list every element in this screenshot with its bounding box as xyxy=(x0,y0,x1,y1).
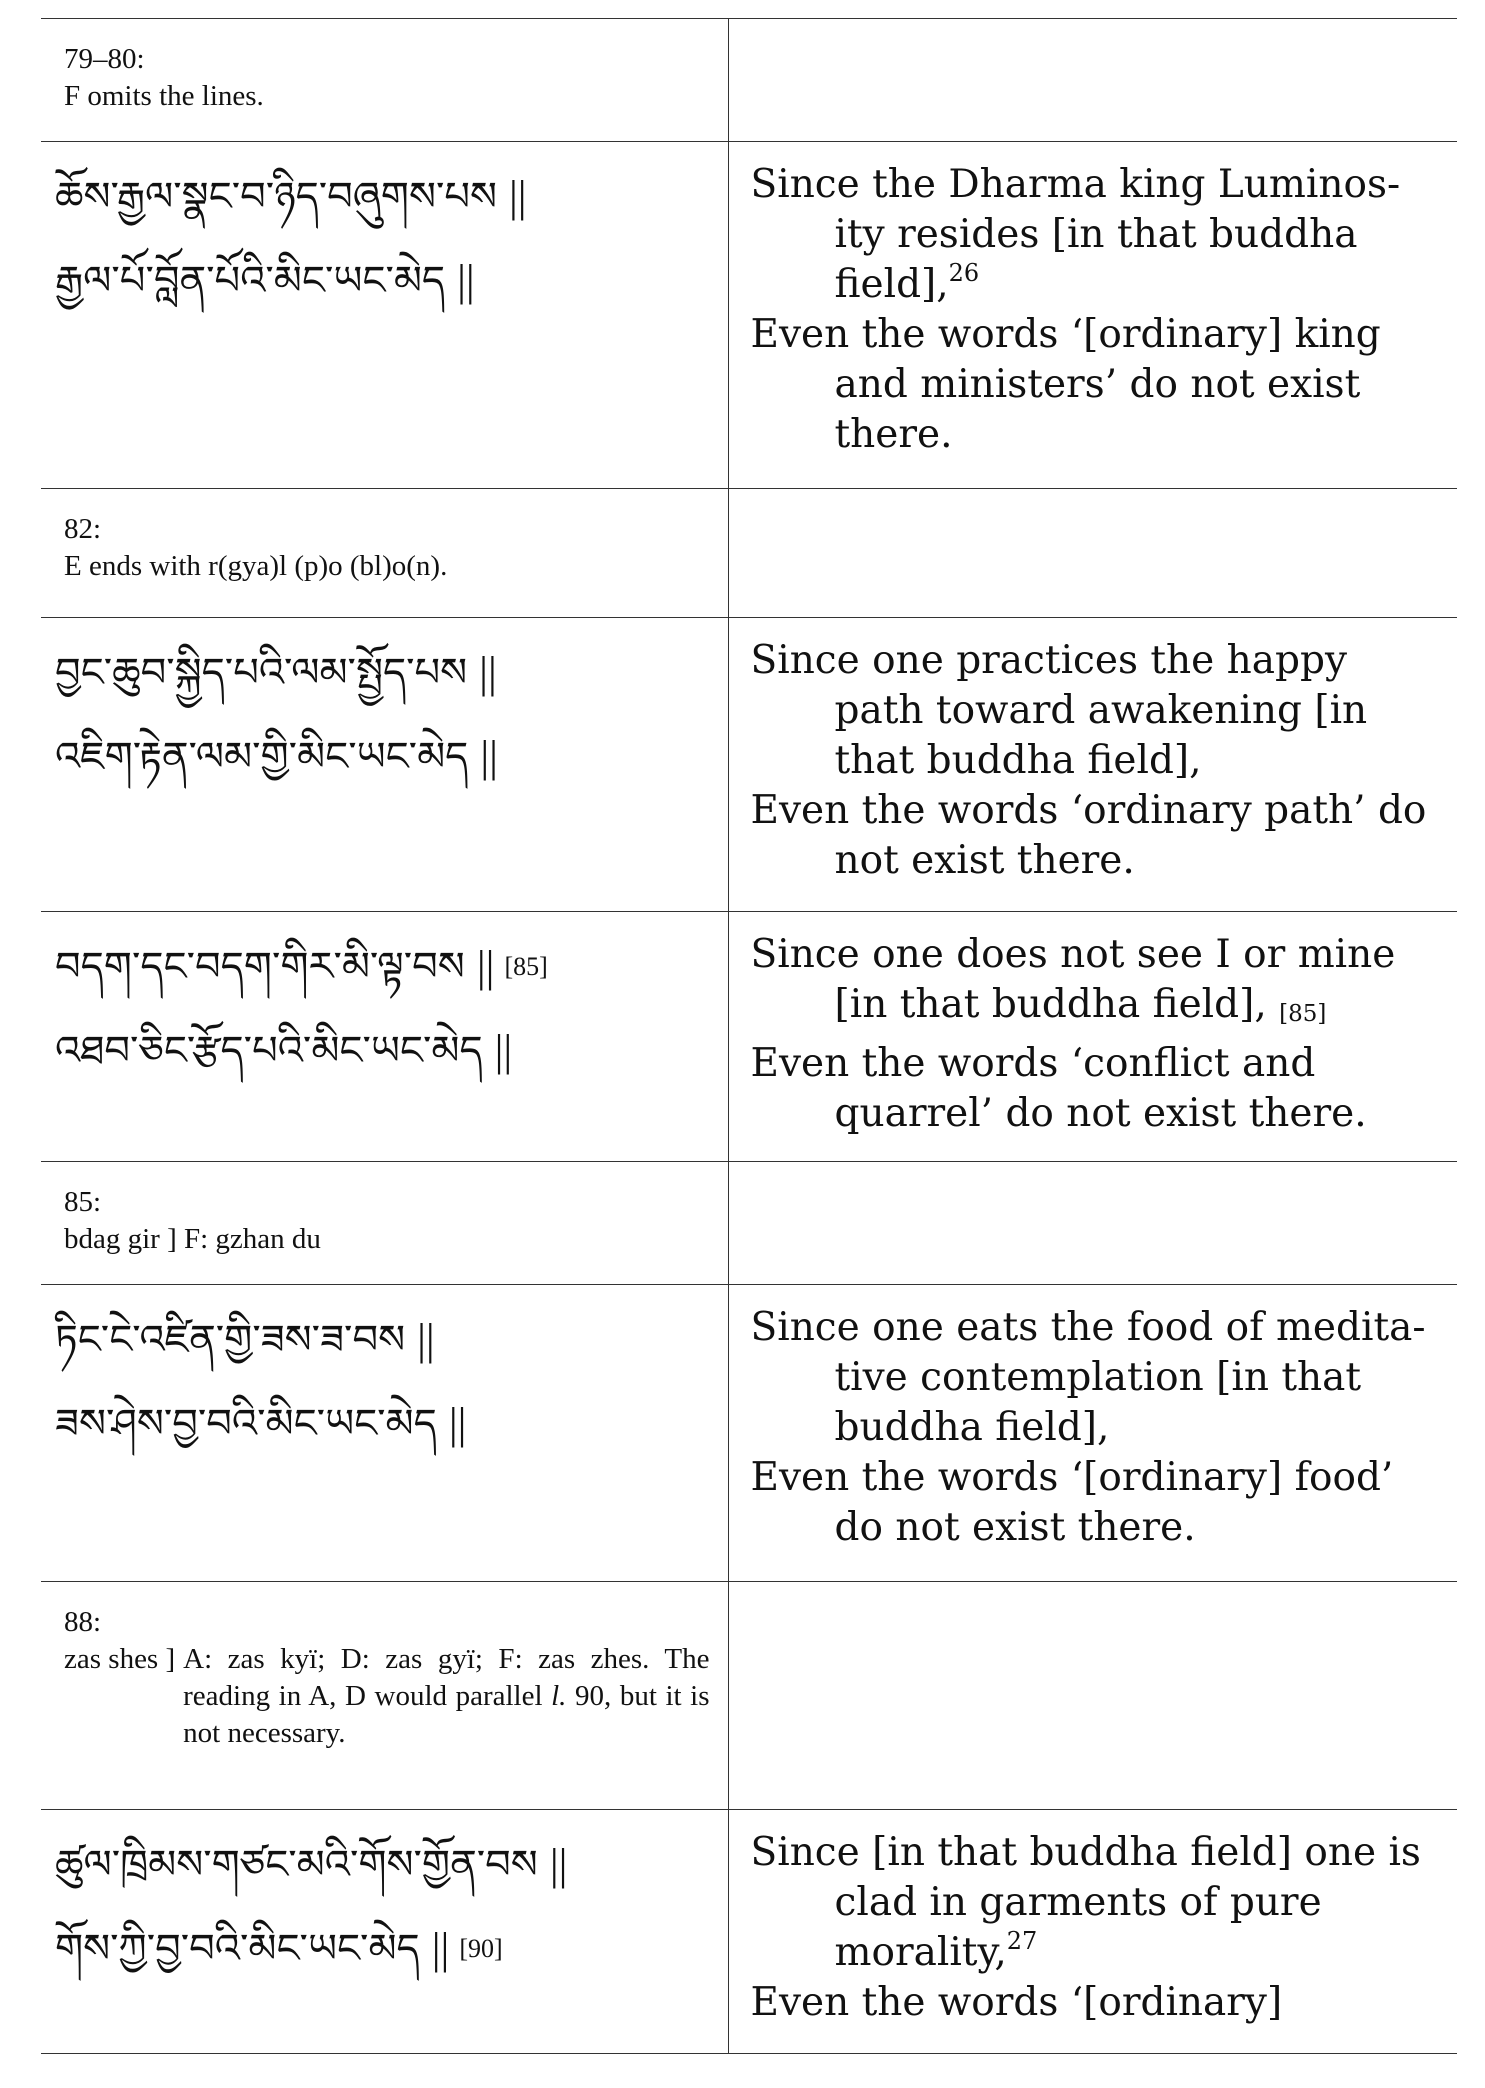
note-ref: 85: xyxy=(64,1186,102,1218)
translation-line: Since one does not see I or mine [in that buddha field], [85] xyxy=(750,932,1396,1027)
note-text: bdag gir ] F: gzhan du xyxy=(64,1223,321,1255)
tibetan-verse xyxy=(41,1810,728,2054)
note-ref: 88: xyxy=(64,1606,102,1638)
english-translation xyxy=(728,142,1457,489)
edition-table xyxy=(41,18,1457,2054)
empty-cell xyxy=(728,19,1457,142)
empty-cell xyxy=(728,1162,1457,1285)
line-number: [85] xyxy=(1279,1001,1327,1027)
apparatus-row xyxy=(41,19,1457,142)
verse-row xyxy=(41,1810,1457,2054)
edition-page xyxy=(41,18,1457,2054)
line-number: [85] xyxy=(504,952,548,981)
tibetan-line: འཇིག་རྟེན་ལམ་གྱི་མིང་ཡང་མེད || xyxy=(55,732,498,781)
empty-cell xyxy=(728,489,1457,618)
variant-explanation: A: zas kyï; D: zas gyï; F: zas zhes. The reading in A, D would parallel l. 90, but it is not necessary. xyxy=(183,1643,710,1749)
tibetan-line: ཚུལ་ཁྲིམས་གཙང་མའི་གོས་གྱོན་བས || xyxy=(55,1840,568,1889)
tibetan-line: རྒྱལ་པོ་བློན་པོའི་མིང་ཡང་མེད || xyxy=(55,256,475,305)
tibetan-line: བྱང་ཆུབ་སྐྱིད་པའི་ལམ་སྤྱོད་པས || xyxy=(55,648,497,697)
translation-line: Since [in that buddha field] one is clad in garments of pure morality,$^{27}$ xyxy=(750,1830,1421,1975)
footnote-marker: 27 xyxy=(1006,1927,1038,1955)
translation-line: Even the words ‘conflict and quarrel’ do not exist there. xyxy=(750,1041,1367,1136)
apparatus-note xyxy=(41,19,728,142)
english-translation xyxy=(728,1285,1457,1582)
translation-line: Since one practices the happy path toward awakening [in that buddha field], xyxy=(750,638,1368,783)
verse-row xyxy=(41,912,1457,1162)
verse-row xyxy=(41,142,1457,489)
verse-row xyxy=(41,1285,1457,1582)
tibetan-verse xyxy=(41,1285,728,1582)
apparatus-note xyxy=(41,489,728,618)
variant-entry xyxy=(64,1641,710,1752)
apparatus-row xyxy=(41,1582,1457,1810)
tibetan-verse xyxy=(41,618,728,912)
apparatus-note xyxy=(41,1582,728,1810)
translation-line: Even the words ‘[ordinary] food’ do not exist there. xyxy=(750,1455,1394,1550)
apparatus-row xyxy=(41,489,1457,618)
tibetan-line: བདག་དང་བདག་གིར་མི་ལྟ་བས || [85] xyxy=(55,942,548,991)
note-ref: 79–80: xyxy=(64,43,145,75)
translation-line: Even the words ‘ordinary path’ do not exist there. xyxy=(750,788,1427,883)
tibetan-line: ཆོས་རྒྱལ་སྣང་བ་ཉིད་བཞུགས་པས || xyxy=(55,172,527,221)
note-ref: 82: xyxy=(64,513,102,545)
tibetan-line: འཐབ་ཅིང་རྩོད་པའི་མིང་ཡང་མེད || xyxy=(55,1026,513,1075)
verse-row xyxy=(41,618,1457,912)
tibetan-line: ཟས་ཤེས་བྱ་བའི་མིང་ཡང་མེད || xyxy=(55,1399,467,1448)
tibetan-line: ཏིང་ངེ་འཛིན་གྱི་ཟས་ཟ་བས || xyxy=(55,1315,435,1364)
english-translation xyxy=(728,912,1457,1162)
translation-line: Even the words ‘[ordinary] king and ministers’ do not exist there. xyxy=(750,312,1381,457)
tibetan-verse xyxy=(41,142,728,489)
footnote-marker: 26 xyxy=(948,259,980,287)
english-translation xyxy=(728,618,1457,912)
translation-line: Since the Dharma king Luminos-ity resides [in that buddha field],$^{26}$ xyxy=(750,162,1401,307)
english-translation xyxy=(728,1810,1457,2054)
note-text: F omits the lines. xyxy=(64,80,264,112)
line-number: [90] xyxy=(459,1934,503,1963)
apparatus-row xyxy=(41,1162,1457,1285)
empty-cell xyxy=(728,1582,1457,1810)
translation-line: Since one eats the food of medita-tive contemplation [in that buddha field], xyxy=(750,1305,1426,1450)
apparatus-note xyxy=(41,1162,728,1285)
translation-line: Even the words ‘[ordinary] xyxy=(750,1980,1283,2025)
lemma: zas shes ] xyxy=(64,1643,176,1675)
tibetan-verse xyxy=(41,912,728,1162)
tibetan-line: གོས་ཀྱི་བྱ་བའི་མིང་ཡང་མེད || [90] xyxy=(55,1924,503,1973)
note-text: E ends with r(gya)l (p)o (bl)o(n). xyxy=(64,550,448,582)
